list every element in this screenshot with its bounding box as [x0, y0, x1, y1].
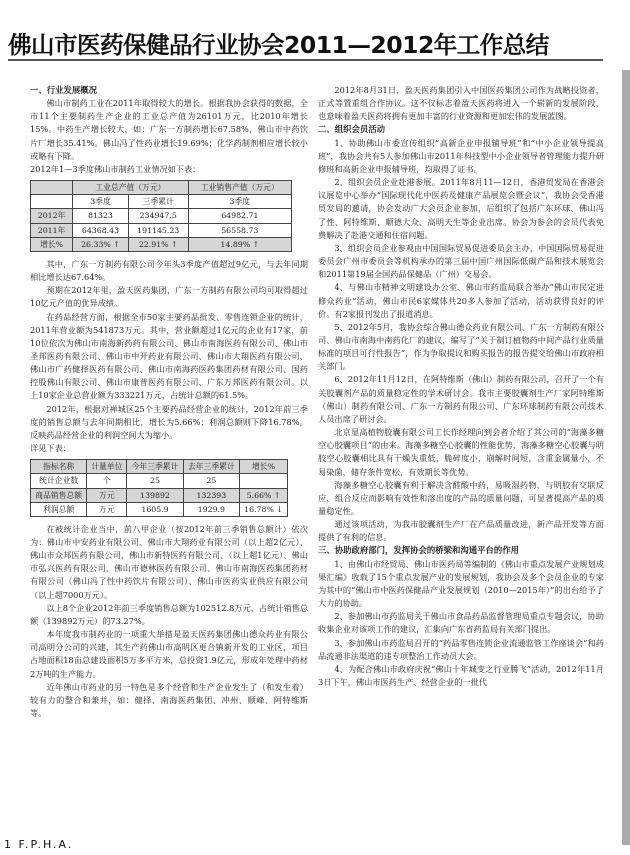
table-cell: 2012年 — [31, 209, 73, 223]
table-cell: 25 — [183, 474, 239, 488]
table-row — [31, 502, 288, 516]
paragraph: 5、2012年5月，我协会综合佛山德众药业有限公司、广东一方制药有限公司、佛山市南海中南药化厂的建议，编写了“关于制订植物药中间产品行业质量标准的项目可行性报告”，作为争取提议和购买报告的报告提交给佛山市政府相关部门。 — [318, 321, 604, 372]
table-cell: 利润总额 — [31, 502, 87, 516]
paragraph: 其中，广东一方制药有限公司今年头3季度产值超过9亿元，与去年同期相比增长达67.64%。 — [30, 258, 308, 283]
table-cell: 26.33% ↑ — [73, 237, 129, 251]
table-header-cell: 增长% — [240, 460, 288, 474]
table-row — [31, 209, 292, 223]
table-cell: 1605.9 — [127, 502, 183, 516]
table-cell: 139892 — [127, 488, 183, 502]
table-cell: 81323 — [73, 209, 129, 223]
table-cell: 234947.5 — [128, 209, 188, 223]
table-cell: 2011年 — [31, 223, 73, 237]
paragraph: 海藻多糖空心胶囊有利于解决含醛酸中药，易吸湿药物，与明胶有交联反应，组合反应而影响有效性和溶出度的产品的质量问题，可显著提高产品的质量稳定性。 — [318, 479, 604, 516]
table-header-cell: 工业总产值（万元） — [73, 181, 188, 195]
table-header-row — [31, 460, 288, 474]
paragraph: 预期在2012年里，盈天医药集团，广东一方制药有限公司均可取得超过10亿元产值的优异成绩。 — [30, 285, 308, 309]
table-cell: 增长% — [31, 237, 73, 251]
table-header-cell: 三季累计 — [128, 195, 188, 209]
table-intro: 2012年1—3季度佛山市制药工业情况如下表： — [30, 163, 201, 174]
table-intro: 详见下表： — [30, 443, 71, 454]
table-cell — [240, 474, 288, 488]
table-cell: 16.78% ↓ — [240, 502, 288, 516]
table-cell: 132393 — [183, 488, 239, 502]
table-header-row — [31, 195, 292, 209]
table-header-cell: 指标名称 — [31, 460, 87, 474]
table-header-row — [31, 181, 292, 195]
table-cell: 25 — [127, 474, 183, 488]
title-bar — [0, 24, 630, 64]
table-header-cell — [31, 195, 73, 209]
paragraph: 2、参加佛山市药监局关于佛山市食品药品监督管理局重点专题会议，协助收集企业对该项工作的建议，汇集向广东省药监局有关部门提出。 — [318, 611, 604, 635]
table-cell: 64982.71 — [188, 209, 291, 223]
paragraph: 6、2012年11月12日，在阿特维斯（佛山）制药有限公司，召开了一个有关胶囊剂产品的质量稳定性的学术研讨会。我市主要胶囊剂生产厂家阿特维斯（佛山）制药有限公司、广东一方制药有限公司、广东环球制药有限公司技术人员出席了研讨会。 — [318, 374, 604, 424]
table-header-cell: 计量单位 — [87, 460, 127, 474]
table-row — [31, 488, 288, 502]
table-cell: 万元 — [87, 502, 127, 516]
table-cell: 14.89% ↑ — [188, 237, 291, 251]
section-heading-3: 三、协助政府部门，发挥协会的桥梁和沟通平台的作用 — [318, 545, 519, 556]
page-footer: 1 F.P.H.A. — [4, 838, 74, 851]
paragraph: 4、为配合佛山市政府庆祝“佛山十年城变之行业腾飞”活动，2012年11月3日下午，佛山市医药生产、经营企业的一批代 — [318, 663, 604, 688]
table-header-cell — [31, 181, 73, 195]
table-cell: 商品销售总额 — [31, 488, 87, 502]
left-column — [30, 84, 308, 720]
table-row — [31, 474, 288, 488]
table-cell: 个 — [87, 474, 127, 488]
section-heading-1: 一、行业发展概况 — [30, 85, 97, 95]
paragraph: 通过该项活动，为我市胶囊剂生产厂在产品质量改进，新产品开发等方面提供了有利的信息。 — [318, 519, 604, 543]
table-row — [31, 223, 292, 237]
paragraph: 3、参加佛山市药监局召开的“药品零售连锁企业流通监管工作座谈会”和药品流通非法渠道的违专项整治工作动员大会。 — [318, 637, 604, 661]
title-divider — [8, 59, 603, 61]
table-cell: 64368.43 — [73, 223, 129, 237]
sales-table — [30, 459, 288, 517]
page-title: 佛山市医药保健品行业协会2011—2012年工作总结 — [8, 31, 549, 59]
paragraph: 2、组织会员企业赴港参展。2011年8月11—12日，香港贸发局在香港会议展览中心举办“国际现代化中医药及健康产品展览会暨会议”，我协会受香港贸发局的邀请，协会发动广大会员企业参加，后组织了包括广东环球、佛山冯了性、阿特维斯、顺德大众、高明天生等企业出席。协会为参会的会员代表免费解决了赴港交通和住宿问题。 — [318, 177, 604, 240]
paragraph: 以上8个企业2012年前三季度销售总额为102512.8万元，占统计销售总额（139892万元）的73.27%。 — [30, 602, 309, 626]
paragraph: 4、与佛山市精神文明建设办公室、佛山市药监局联合举办“佛山市民定进修众药业”活动，佛山市民6家媒体共20多人参加了活动，活动获得良好的评价。有2家报刊发出了报道消息。 — [318, 282, 604, 319]
right-column — [318, 84, 604, 689]
paragraph: 在被统计企业当中，前八甲企业（按2012年前三季销售总额计）依次为：佛山市中安药业有限公司、佛山市大翔药业有限公司（以上超2亿元）、佛山市众邦医药有限公司、佛山市新特医药有限公司、（以上超1亿元）、佛山市弘兴医药有限公司、佛山市德林医药有限公司、佛山市南海医药集团药材有限公司（佛山冯了性中药饮片有限公司）、佛山市医药实业供应有限公司（以上超7000万元）。 — [30, 523, 308, 600]
table-cell: 56558.73 — [188, 223, 291, 237]
page-edge-strip — [622, 70, 630, 845]
paragraph: 3、组织会员企业参观由中国国际贸易促进委员会主办，中国国际贸易促进委员会广州市委员会等机构承办的第三届中国广州国际低碳产品和技术展览会和2011第19届全国药品保健品（广州）交易会。 — [318, 242, 604, 280]
table-header-cell: 今年三季累计 — [127, 460, 183, 474]
table-cell: 1929.9 — [183, 502, 239, 516]
paragraph: 佛山市制药工业在2011年取得较大的增长。根据我协会获得的数据，全市11个主要制药生产企业的工业总产值为26101万元，比2010年增长15%。中药生产增长较大，如：广东一方制药增长67.58%，佛山市中药饮片厂增长35.41%。佛山冯了性药业增长19.69%；化学药制剂相应增长较小或略有下降。 — [30, 98, 308, 161]
paragraph: 近年佛山市药业的另一特色是多个经营和生产企业发生了（和发生着）较有力的整合和兼并，如：健择、南海医药集团、冲州、顺峰、阿特维斯等。 — [30, 681, 308, 719]
paragraph: 1、协助佛山市委宣传组织“高新企业申报辅导班”和“中小企业领导提高班”，我协会共有5人参加佛山市2011年科技型中小企业领导者管理能力提升研修班和高新企业申报辅导班，均取得了证书。 — [318, 137, 604, 174]
table-cell: 5.66% ↑ — [240, 488, 288, 502]
table-row — [31, 237, 292, 251]
section-heading-2: 二、组织会员活动 — [318, 124, 385, 135]
production-table — [30, 180, 292, 252]
paragraph: 在药品经营方面，根据全市50家主要药品批发、零售连锁企业的统计，2011年营业额为541873万元。其中，营业额超过1亿元的企业有17家，前10位依次为佛山市南海新药药有限公司、佛山市南海医药有限公司、佛山市圣邦医药有限公司、佛山市中开药业有限公司、佛山市大翔医药有限公司、佛山市广药健择医药有限公司、佛山市南海药医药集团药材有限公司、国药控股佛山有限公司、佛山市康普医药有限公司、广东万邦医药有限公司。以上10家企业总营业额为333221万元，占统计总额的61.5%。 — [30, 311, 308, 401]
paragraph: 北京显高植物胶囊有限公司工长作经理向到会者介绍了其公司的“海藻多糖空心胶囊项目”的由来。海藻多糖空心胶囊的性能优势，海藻多糖空心胶囊与明胶空心胶囊相比具有干燥失重低，脆碎度小，崩解时间短，含重金属量小，不易染菌，储存条件宽松，有效期长等优势。 — [318, 427, 604, 477]
table-cell: 万元 — [87, 488, 127, 502]
paragraph: 本年度我市制药业的一项重大举措是盈天医药集团佛山德众药业有限公司高明分公司的兴建，其生产药佛山市高明区更合镇新开发的工业区，项目占地面积18亩总建设面积5万多平方米，总投资1.9亿元，形成年处理中药材2万吨的生产能力。 — [30, 629, 308, 679]
table-cell: 22.91% ↑ — [128, 237, 188, 251]
table-cell: 统计企业数 — [31, 474, 87, 488]
table-header-cell: 3季度 — [73, 195, 129, 209]
table-header-cell: 去年三季累计 — [183, 460, 239, 474]
paragraph: 1、由佛山市经贸局、佛山市医药局等编制的《佛山市重点发展产业规划成果汇编》收载了15个重点发展产业的发展规划，我协会及多个会员企业的专家为其中的“佛山市中医药保健品产业发展规划（2010—2015年）”的出台给予了大力的协助。 — [318, 558, 604, 609]
paragraph: 2012年8月31日，盈天医药集团引入中国医药集团公司作为战略投资者，正式等置重组合作协议。这不仅标志着盈天医药将进入一个崭新的发展阶段，也意味着盈天医药将拥有更加丰富的行业资源和更加宏伟的发展蓝图。 — [318, 85, 604, 122]
table-cell: 191145.23 — [128, 223, 188, 237]
paragraph: 2012年，根据对禅城区25个主要药品经营企业的统计，2012年前三季度的销售总额与去年同期相比，增长为5.66%；利润总额则下降16.78%。反映药品经营企业的利润空间大为缩小。 — [30, 403, 308, 440]
table-header-cell: 工业销售产值（万元） — [188, 181, 291, 195]
table-header-cell: 3季度 — [188, 195, 291, 209]
